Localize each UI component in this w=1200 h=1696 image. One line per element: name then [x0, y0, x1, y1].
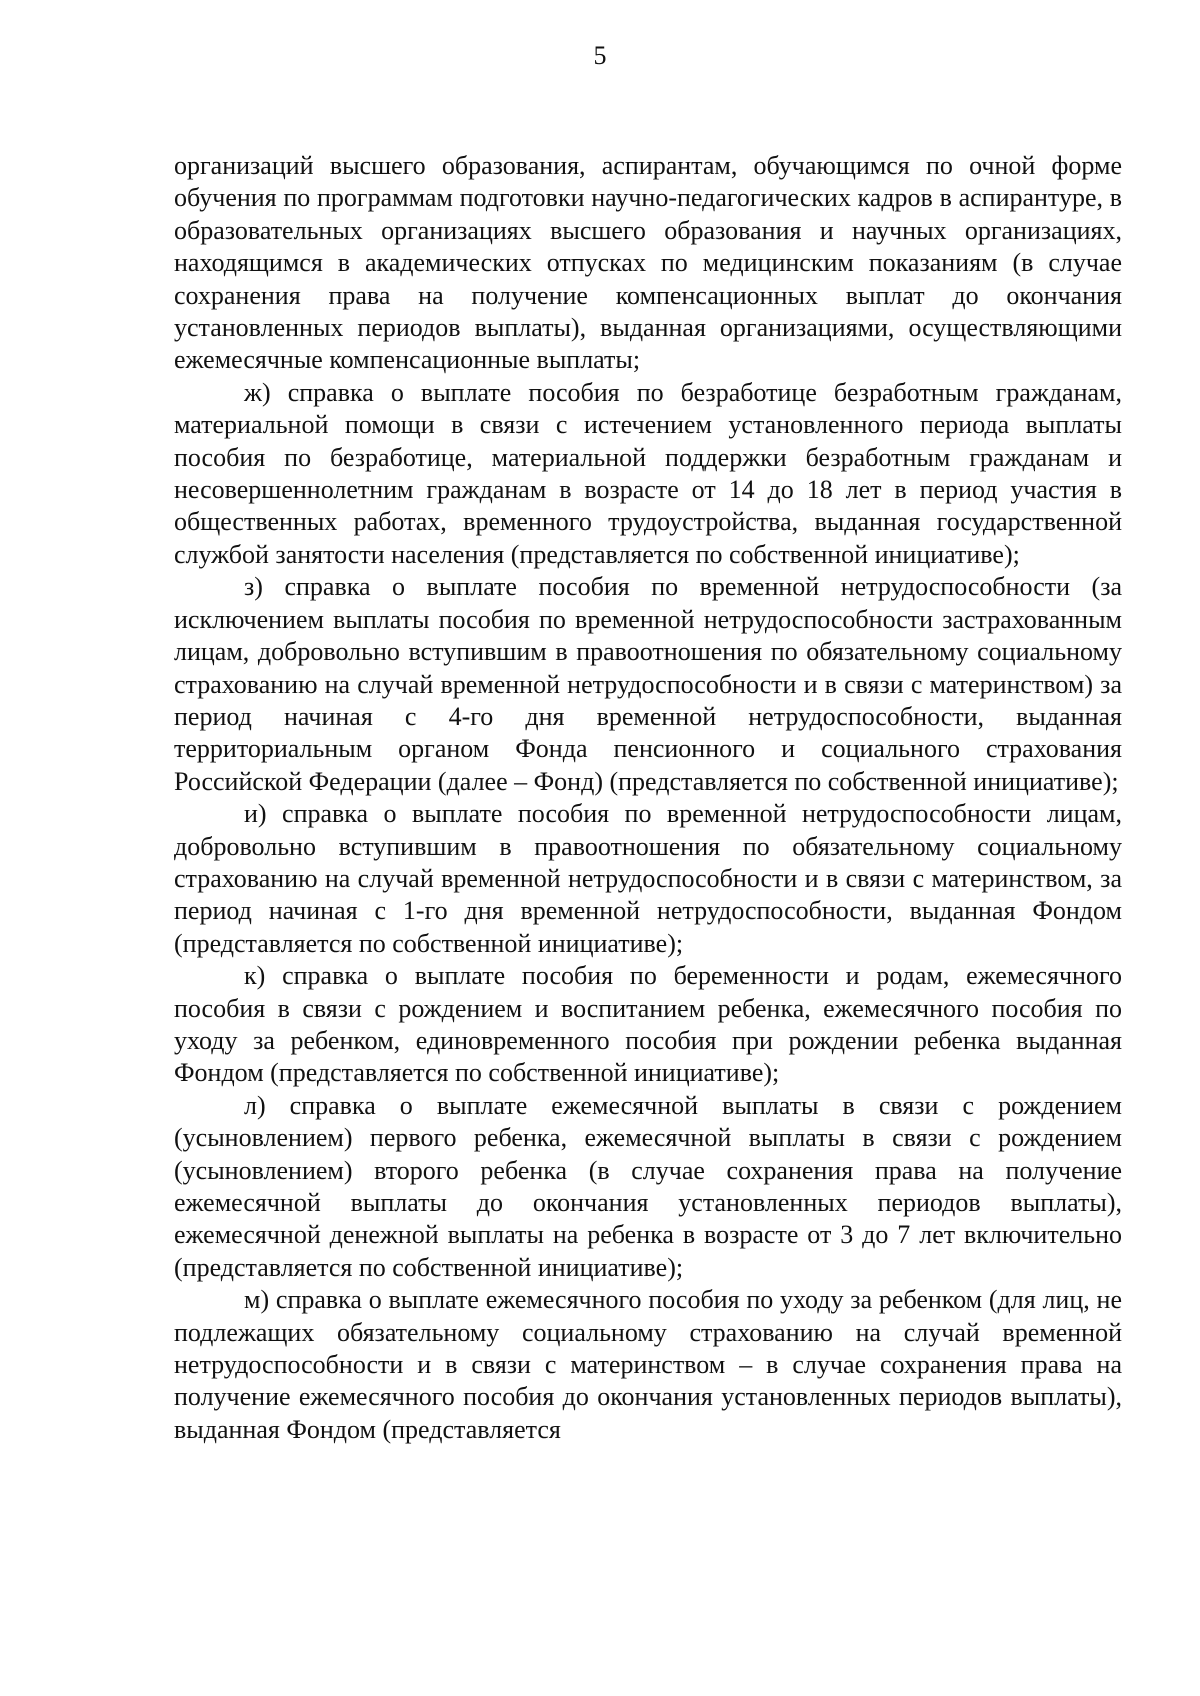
page-number: 5: [593, 41, 607, 70]
paragraph-item-i: и) справка о выплате пособия по временной нетрудоспособности лицам, добровольно вступившим в правоотношения по обязательному социальному страхованию на случай временной нетрудоспособности и в связи с материнством, за период начиная с 1-го дня временной нетрудоспособности, выданная Фондом (представляется по собственной инициативе);: [174, 799, 1122, 958]
paragraph-item-zh: ж) справка о выплате пособия по безработице безработным гражданам, материальной помощи в связи с истечением установленного периода выплаты пособия по безработице, материальной поддержки безработным гражданам и несовершеннолетним гражданам в возрасте от 14 до 18 лет в период участия в общественных работах, временного трудоустройства, выданная государственной службой занятости населения (представляется по собственной инициативе);: [174, 377, 1122, 569]
paragraph-item-k: к) справка о выплате пособия по беременности и родам, ежемесячного пособия в связи с рождением и воспитанием ребенка, ежемесячного пособия по уходу за ребенком, единовременного пособия при рождении ребенка выданная Фондом (представляется по собственной инициативе);: [174, 961, 1122, 1088]
document-body: [174, 150, 1122, 1446]
paragraph-item-z: з) справка о выплате пособия по временной нетрудоспособности (за исключением выплаты пособия по временной нетрудоспособности застрахованным лицам, добровольно вступившим в правоотношения по обязательному социальному страхованию на случай временной нетрудоспособности и в связи с материнством) за период начиная с 4-го дня временной нетрудоспособности, выданная территориальным органом Фонда пенсионного и социального страхования Российской Федерации (далее – Фонд) (представляется по собственной инициативе);: [174, 572, 1122, 796]
paragraph-item-l: л) справка о выплате ежемесячной выплаты в связи с рождением (усыновлением) первого ребенка, ежемесячной выплаты в связи с рождением (усыновлением) второго ребенка (в случае сохранения права на получение ежемесячной выплаты до окончания установленных периодов выплаты), ежемесячной денежной выплаты на ребенка в возрасте от 3 до 7 лет включительно (представляется по собственной инициативе);: [174, 1090, 1122, 1282]
paragraph-item-m: м) справка о выплате ежемесячного пособия по уходу за ребенком (для лиц, не подлежащих обязательному социальному страхованию на случай временной нетрудоспособности и в связи с материнством – в случае сохранения права на получение ежемесячного пособия до окончания установленных периодов выплаты), выданная Фондом (представляется: [174, 1285, 1122, 1444]
paragraph-continuation: организаций высшего образования, аспирантам, обучающимся по очной форме обучения по программам подготовки научно-педагогических кадров в аспирантуре, в образовательных организациях высшего образования и научных организациях, находящимся в академических отпусках по медицинским показаниям (в случае сохранения права на получение компенсационных выплат до окончания установленных периодов выплаты), выданная организациями, осуществляющими ежемесячные компенсационные выплаты;: [174, 151, 1122, 375]
